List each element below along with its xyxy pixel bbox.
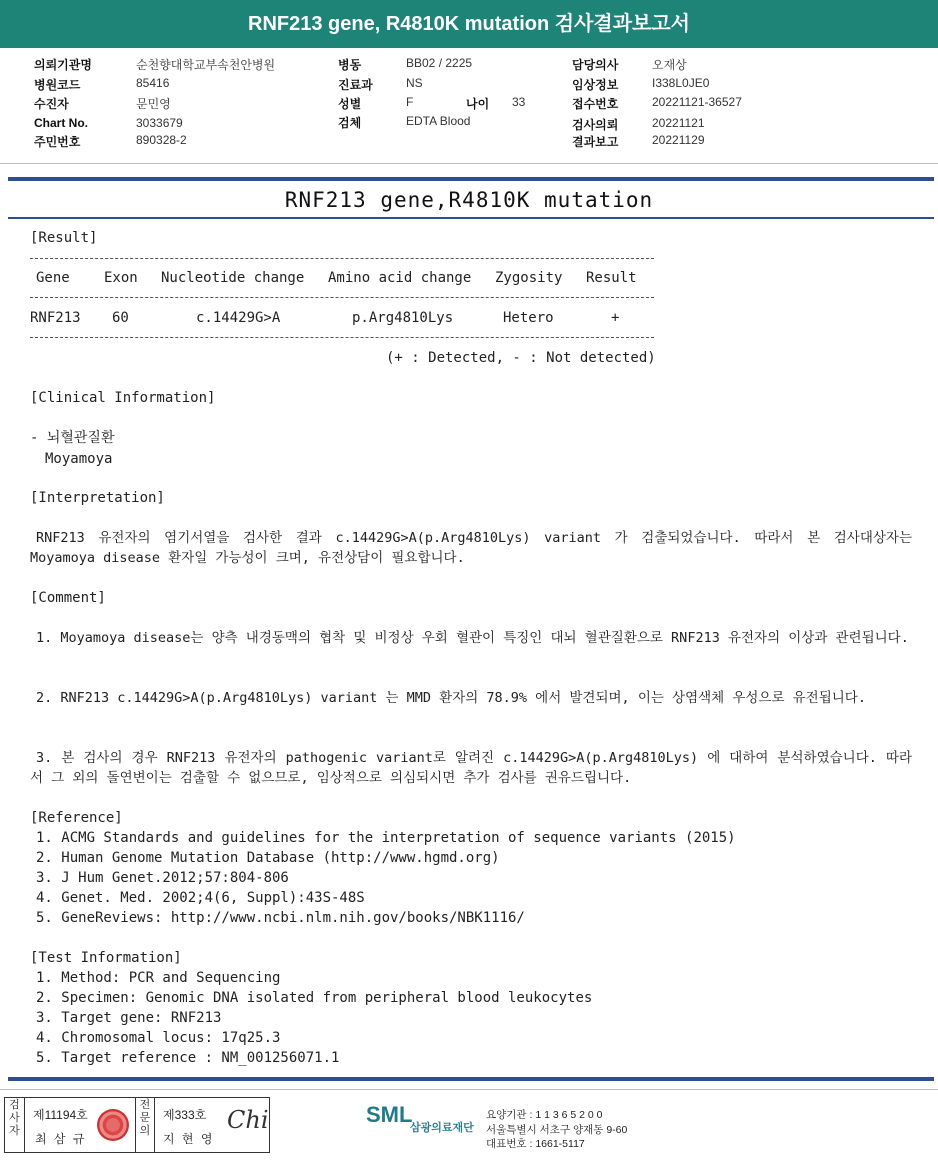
- cell-nucleotide: c.14429G>A: [196, 310, 281, 326]
- col-result: Result: [586, 270, 637, 286]
- dashed-rule: [30, 337, 654, 338]
- footer-divider: [0, 1089, 938, 1090]
- value-sex: F: [406, 95, 414, 109]
- value-clinical-info: I338L0JE0: [652, 76, 710, 90]
- cell-amino-acid: p.Arg4810Lys: [352, 310, 454, 326]
- report-footer: [0, 1092, 938, 1163]
- label-chart-no: Chart No.: [34, 116, 88, 130]
- value-request-date: 20221121: [652, 116, 705, 130]
- value-institution: 순천향대학교부속천안병원: [136, 58, 276, 72]
- address: 서울특별시 서초구 양재동 9-60: [486, 1124, 628, 1136]
- value-patient: 문민영: [136, 97, 171, 111]
- value-hospital-code: 85416: [136, 76, 170, 90]
- sml-logo: SML: [366, 1102, 413, 1127]
- col-nucleotide: Nucleotide change: [161, 270, 305, 286]
- result-heading: [Result]: [30, 230, 98, 246]
- value-chart-no: 3033679: [136, 116, 183, 130]
- info-divider: [0, 163, 938, 164]
- value-age: 33: [512, 95, 526, 109]
- comment-item: 2. RNF213 c.14429G>A(p.Arg4810Lys) variant 는 MMD 환자의 78.9% 에서 발견되며, 이는 상염색체 우성으로 유전됩니다.: [36, 690, 866, 706]
- expert-label: 전문의: [135, 1098, 155, 1152]
- report-bottom-rule: [8, 1077, 934, 1081]
- testinfo-item: 3. Target gene: RNF213: [36, 1010, 222, 1026]
- testinfo-item: 2. Specimen: Genomic DNA isolated from peripheral blood leukocytes: [36, 990, 593, 1006]
- testinfo-heading: [Test Information]: [30, 950, 182, 966]
- testinfo-item: 4. Chromosomal locus: 17q25.3: [36, 1030, 281, 1046]
- result-legend: (+ : Detected, - : Not detected): [386, 350, 656, 366]
- value-doctor: 오재상: [652, 58, 687, 72]
- label-resident-no: 주민번호: [34, 135, 81, 149]
- clinical-line-1: - 뇌혈관질환: [30, 430, 115, 446]
- cell-result: +: [611, 310, 620, 326]
- value-specimen: EDTA Blood: [406, 114, 471, 128]
- reference-item: 5. GeneReviews: http://www.ncbi.nlm.nih.gov/books/NBK1116/: [36, 910, 525, 926]
- interpretation-heading: [Interpretation]: [30, 490, 165, 506]
- label-clinical-info: 임상정보: [572, 78, 619, 92]
- label-hospital-code: 병원코드: [34, 78, 81, 92]
- label-report-date: 결과보고: [572, 135, 619, 149]
- col-amino-acid: Amino acid change: [328, 270, 472, 286]
- value-report-date: 20221129: [652, 133, 705, 147]
- value-department: NS: [406, 76, 423, 90]
- reference-item: 3. J Hum Genet.2012;57:804-806: [36, 870, 289, 886]
- cell-exon: 60: [112, 310, 129, 326]
- reference-item: 1. ACMG Standards and guidelines for the interpretation of sequence variants (2015): [36, 830, 736, 846]
- interpretation-text: RNF213 유전자의 염기서열을 검사한 결과 c.14429G>A(p.Arg4810Lys) variant 가 검출되었습니다. 따라서 본 검사대상자는 Moyamoya disease 환자일 가능성이 크며, 유전상담이 필요합니다.: [30, 530, 912, 566]
- signature-image: Chi: [227, 1106, 269, 1134]
- reference-item: 2. Human Genome Mutation Database (http://www.hgmd.org): [36, 850, 500, 866]
- label-doctor: 담당의사: [572, 58, 619, 72]
- label-patient: 수진자: [34, 97, 69, 111]
- cell-zygosity: Hetero: [503, 310, 554, 326]
- col-gene: Gene: [36, 270, 70, 286]
- value-accession-no: 20221121-36527: [652, 95, 742, 109]
- label-institution: 의뢰기관명: [34, 58, 92, 72]
- comment-item: 3. 본 검사의 경우 RNF213 유전자의 pathogenic variant로 알려진 c.14429G>A(p.Arg4810Lys) 에 대하여 분석하였습니다. 따라서 그 외의 돌연변이는 검출할 수 없으므로, 임상적으로 의심되시면 추가 검사를 권유드립니다.: [30, 750, 912, 786]
- label-accession-no: 접수번호: [572, 97, 619, 111]
- report-top-rule: [8, 177, 934, 181]
- label-specimen: 검체: [338, 116, 362, 130]
- report-header-title: RNF213 gene, R4810K mutation 검사결과보고서: [0, 0, 938, 48]
- label-sex: 성별: [338, 97, 362, 111]
- value-resident-no: 890328-2: [136, 133, 187, 147]
- label-department: 진료과: [338, 78, 373, 92]
- testinfo-item: 5. Target reference : NM_001256071.1: [36, 1050, 340, 1066]
- dashed-rule: [30, 297, 654, 298]
- comment-heading: [Comment]: [30, 590, 106, 606]
- label-age: 나이: [466, 97, 490, 111]
- provider-code: 요양기관 : 1 1 3 6 5 2 0 0: [486, 1109, 603, 1121]
- cell-gene: RNF213: [30, 310, 81, 326]
- signature-box: [4, 1097, 270, 1153]
- dashed-rule: [30, 258, 654, 259]
- title-rule: [8, 217, 934, 219]
- value-ward: BB02 / 2225: [406, 56, 473, 70]
- patient-info-panel: [0, 52, 938, 162]
- tester-license-no: 제11194호: [33, 1108, 88, 1122]
- clinical-line-2: Moyamoya: [45, 451, 113, 467]
- tester-label: 검사자: [5, 1098, 25, 1152]
- expert-name: 지 현 영: [163, 1132, 215, 1146]
- expert-license-no: 제333호: [163, 1108, 207, 1122]
- label-request-date: 검사의뢰: [572, 118, 619, 132]
- seal-stamp: [97, 1109, 129, 1141]
- label-ward: 병동: [338, 58, 362, 72]
- tester-name: 최 삼 규: [35, 1132, 87, 1146]
- reference-heading: [Reference]: [30, 810, 123, 826]
- comment-item: 1. Moyamoya disease는 양측 내경동맥의 협착 및 비정상 우회 혈관이 특징인 대뇌 혈관질환으로 RNF213 유전자의 이상과 관련됩니다.: [36, 630, 909, 646]
- clinical-heading: [Clinical Information]: [30, 390, 216, 406]
- report-title: RNF213 gene,R4810K mutation: [284, 188, 654, 212]
- col-zygosity: Zygosity: [495, 270, 563, 286]
- testinfo-item: 1. Method: PCR and Sequencing: [36, 970, 281, 986]
- col-exon: Exon: [104, 270, 138, 286]
- phone-number: 대표번호 : 1661-5117: [486, 1138, 585, 1150]
- sml-logo-subtitle: 삼광의료재단: [410, 1122, 474, 1134]
- reference-item: 4. Genet. Med. 2002;4(6, Suppl):43S-48S: [36, 890, 365, 906]
